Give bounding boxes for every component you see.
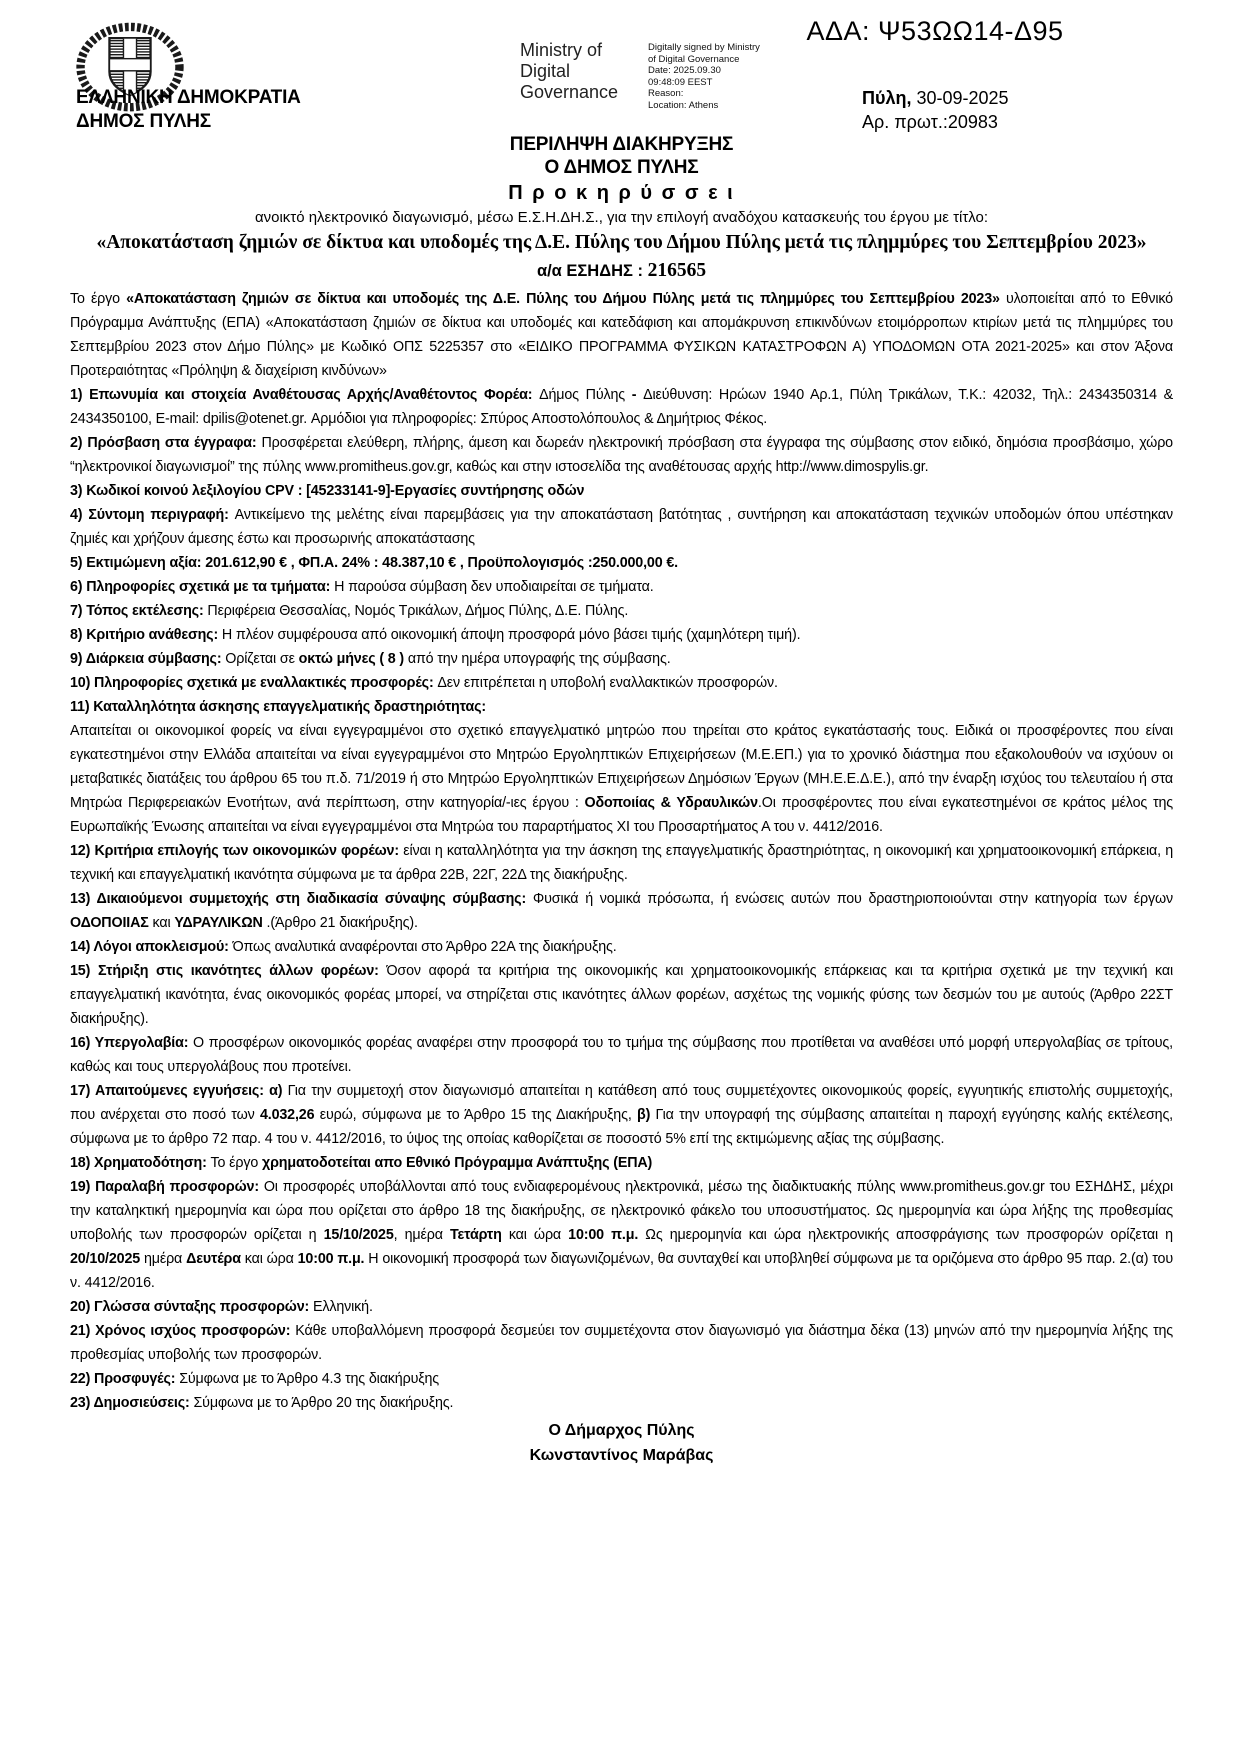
signature-signer: Ministry of Digital Governance bbox=[520, 40, 619, 102]
mayor-name: Κωνσταντίνος Μαράβας bbox=[529, 1447, 714, 1464]
place-date-line bbox=[862, 86, 1009, 110]
section-23-publications: 23) Δημοσιεύσεις: Σύμφωνα με το Άρθρο 20 της διακήρυξης. bbox=[70, 1395, 454, 1411]
mayor-title: Ο Δήμαρχος Πύλης bbox=[548, 1422, 695, 1439]
protocol-number: Αρ. πρωτ.:20983 bbox=[862, 112, 998, 132]
section-10-alternative-offers: 10) Πληροφορίες σχετικά με εναλλακτικές προσφορές: Δεν επιτρέπεται η υποβολή εναλλακτικών προσφορών. bbox=[70, 675, 778, 691]
section-21-offer-validity: 21) Χρόνος ισχύος προσφορών: Κάθε υποβαλλόμενη προσφορά δεσμεύει τον συμμετέχοντα στον διαγωνισμό για διάστημα δέκα (13) μηνών από την ημερομηνία λήξης της προθεσμίας υποβολής των προσφορών. bbox=[70, 1323, 1173, 1363]
doc-title: ΠΕΡΙΛΗΨΗ ΔΙΑΚΗΡΥΞΗΣ bbox=[509, 134, 734, 155]
tender-intro-line: ανοικτό ηλεκτρονικό διαγωνισμό, μέσω Ε.Σ.Η.ΔΗ.Σ., για την επιλογή αναδόχου κατασκευής του έργου με τίτλο: bbox=[254, 209, 989, 226]
section-22-appeals: 22) Προσφυγές: Σύμφωνα με το Άρθρο 4.3 της διακήρυξης bbox=[70, 1371, 440, 1387]
place-label: Πύλη, bbox=[862, 88, 912, 108]
paragraph-project-funding: Το έργο «Αποκατάσταση ζημιών σε δίκτυα και υποδομές της Δ.Ε. Πύλης του Δήμου Πύλης μετά τις πλημμύρες του Σεπτεμβρίου 2023» υλοποιείται από το Εθνικό Πρόγραμμα Ανάπτυξης (ΕΠΑ) «Αποκατάσταση ζημιών σε δίκτυα και υποδομές και κατεδάφιση και απομάκρυνση επικινδύνων ετοιμόρροπων κτιρίων μετά τις πλημμύρες του Σεπτεμβρίου 2023 στον Δήμο Πύλης» με Κωδικό ΟΠΣ 5225357 στο «ΕΙΔΙΚΟ ΠΡΟΓΡΑΜΜΑ ΦΥΣΙΚΩΝ ΚΑΤΑΣΤΡΟΦΩΝ Α) ΥΠΟΔΟΜΩΝ ΟΤΑ 2021-2025» και στον Άξονα Προτεραιότητας «Πρόληψη & διαχείριση κινδύνων» bbox=[70, 291, 1173, 379]
section-14-exclusion-grounds: 14) Λόγοι αποκλεισμού: Όπως αναλυτικά αναφέρονται στο Άρθρο 22Α της διακήρυξης. bbox=[70, 939, 617, 955]
section-13-eligible-participants: 13) Δικαιούμενοι συμμετοχής στη διαδικασία σύναψης σύμβασης: Φυσικά ή νομικά πρόσωπα, ή ενώσεις αυτών που δραστηριοποιούνται στην κατηγορία των έργων ΟΔΟΠΟΙΙΑΣ και ΥΔΡΑΥΛΙΚΩΝ .(Άρθρο 21 διακήρυξης). bbox=[70, 891, 1173, 931]
doc-issuer-title: Ο ΔΗΜΟΣ ΠΥΛΗΣ bbox=[544, 157, 699, 178]
section-16-subcontracting: 16) Υπεργολαβία: Ο προσφέρων οικονομικός φορέας αναφέρει στην προσφορά του το τμήμα της σύμβασης που προτίθεται να αναθέσει υπό μορφή υπεργολαβίας σε τρίτους, καθώς και τους υπεργολάβους που προτείνει. bbox=[70, 1035, 1173, 1075]
municipality-line: ΔΗΜΟΣ ΠΥΛΗΣ bbox=[76, 111, 211, 132]
republic-line: ΕΛΛΗΝΙΚΗ ΔΗΜΟΚΡΑΤΙΑ bbox=[76, 87, 301, 108]
document-body bbox=[70, 133, 1173, 1468]
section-3-cpv-codes: 3) Κωδικοί κοινού λεξιλογίου CPV : [45233141-9]-Εργασίες συντήρησης οδών bbox=[70, 483, 585, 499]
section-12-selection-criteria: 12) Κριτήρια επιλογής των οικονομικών φορέων: είναι η καταλληλότητα για την άσκηση της επαγγελματικής δραστηριότητας, η οικονομική και χρηματοοικονομική επάρκεια, η τεχνική και επαγγελματική ικανότητα σύμφωνα με τα άρθρα 22Β, 22Γ, 22Δ της διακήρυξης. bbox=[70, 843, 1173, 883]
document-header bbox=[0, 0, 1241, 133]
section-4-short-description: 4) Σύντομη περιγραφή: Αντικείμενο της μελέτης είναι παρεμβάσεις για την αποκατάσταση βατότητας , συντήρηση και αποκατάσταση τεχνικών υποδομών όπου υπέστηκαν ζημιές και χρήζουν άμεσης έστω και προσωρινής αποκατάστασης bbox=[70, 507, 1173, 547]
signature-detail-line: of Digital Governance bbox=[648, 53, 740, 65]
signature-details bbox=[648, 40, 760, 111]
signature-detail-line: 09:48:09 EEST bbox=[648, 76, 713, 88]
signature-detail-line: Location: Athens bbox=[648, 99, 719, 111]
ada-code: ΑΔΑ: Ψ53ΩΩ14-Δ95 bbox=[806, 16, 1064, 46]
issuing-authority bbox=[76, 86, 301, 134]
signature-block bbox=[70, 1418, 1173, 1468]
signature-detail-line: Digitally signed by Ministry bbox=[648, 42, 760, 53]
section-7-execution-place: 7) Τόπος εκτέλεσης: Περιφέρεια Θεσσαλίας, Νομός Τρικάλων, Δήμος Πύλης, Δ.Ε. Πύλης. bbox=[70, 603, 629, 619]
section-19-offer-submission: 19) Παραλαβή προσφορών: Οι προσφορές υποβάλλονται από τους ενδιαφερομένους ηλεκτρονικά, μέσω της διαδικτυακής πύλης www.promitheus.gov.gr του ΕΣΗΔΗΣ, μέχρι την καταληκτική ημερομηνία και ώρα που ορίζεται στο άρθρο 18 της διακήρυξης, σε ηλεκτρονικό φάκελο του υποσυστήματος. Ως ημερομηνία και ώρα λήξης της προθεσμίας υποβολής των προσφορών ορίζεται η 15/10/2025, ημέρα Τετάρτη και ώρα 10:00 π.μ. Ως ημερομηνία και ώρα ηλεκτρονικής αποσφράγισης των προσφορών ορίζεται η 20/10/2025 ημέρα Δευτέρα και ώρα 10:00 π.μ. Η οικονομική προσφορά των διαγωνιζομένων, θα συνταχθεί και υποβληθεί σύμφωνα με τα οριζόμενα στο άρθρο 95 παρ. 2.(α) του ν. 4412/2016. bbox=[70, 1179, 1173, 1291]
section-6-lots-info: 6) Πληροφορίες σχετικά με τα τμήματα: Η παρούσα σύμβαση δεν υποδιαιρείται σε τμήματα. bbox=[70, 579, 654, 595]
section-15-reliance-on-others: 15) Στήριξη στις ικανότητες άλλων φορέων: Όσον αφορά τα κριτήρια της οικονομικής και χρηματοοικονομικής επάρκειας και τα κριτήρια σχετικά με την τεχνική και επαγγελματική ικανότητα, ένας οικονομικός φορέας μπορεί, να στηρίζεται στις ικανότητες άλλων φορέων, ασχέτως της νομικής φύσης των δεσμών του με αυτούς (Άρθρο 22ΣΤ διακήρυξης). bbox=[70, 963, 1173, 1027]
doc-date: 30-09-2025 bbox=[911, 88, 1009, 108]
project-title: «Αποκατάσταση ζημιών σε δίκτυα και υποδομές της Δ.Ε. Πύλης του Δήμου Πύλης μετά τις πλημμύρες του Σεπτεμβρίου 2023» α/α ΕΣΗΔΗΣ : 216565 bbox=[96, 232, 1147, 281]
section-8-award-criterion: 8) Κριτήριο ανάθεσης: Η πλέον συμφέρουσα από οικονομική άποψη προσφορά μόνο βάσει τιμής (χαμηλότερη τιμή). bbox=[70, 627, 801, 643]
section-1-authority: 1) Επωνυμία και στοιχεία Αναθέτουσας Αρχής/Αναθέτοντος Φορέα: Δήμος Πύλης - Διεύθυνση: Ηρώων 1940 Αρ.1, Πύλη Τρικάλων, Τ.Κ.: 42032, Τηλ.: 2434350314 & 2434350100, E-mail: dpilis@otenet.gr. Αρμόδιοι για πληροφορίες: Σπύρος Αποστολόπουλος & Δημήτριος Φέκος. bbox=[70, 387, 1173, 427]
section-2-document-access: 2) Πρόσβαση στα έγγραφα: Προσφέρεται ελεύθερη, πλήρης, άμεση και δωρεάν ηλεκτρονική πρόσβαση στα έγγραφα της σύμβασης στον ειδικό, δημόσια προσβάσιμο, χώρο “ηλεκτρονικοί διαγωνισμοί” της πύλης www.promitheus.gov.gr, καθώς και στην ιστοσελίδα της αναθέτουσας αρχής http://www.dimospylis.gr. bbox=[70, 435, 1173, 475]
section-9-contract-duration: 9) Διάρκεια σύμβασης: Ορίζεται σε οκτώ μήνες ( 8 ) από την ημέρα υπογραφής της σύμβασης. bbox=[70, 651, 671, 667]
signature-detail-line: Date: 2025.09.30 bbox=[648, 65, 721, 76]
section-17-required-guarantees: 17) Απαιτούμενες εγγυήσεις: α) Για την συμμετοχή στον διαγωνισμό απαιτείται η κατάθεση από τους συμμετέχοντες οικονομικούς φορείς, εγγυητικής επιστολής συμμετοχής, που ανέρχεται στο ποσό των 4.032,26 ευρώ, σύμφωνα με το Άρθρο 15 της Διακήρυξης, β) Για την υπογραφή της σύμβασης απαιτείται η παροχή εγγύησης καλής εκτέλεσης, σύμφωνα με το άρθρο 72 παρ. 4 του ν. 4412/2016, το ύψος της οποίας καθορίζεται σε ποσοστό 5% επί της εκτιμώμενης αξίας της σύμβασης. bbox=[70, 1083, 1174, 1147]
place-date-block bbox=[862, 86, 1009, 134]
section-11-professional-suitability-heading: 11) Καταλληλότητα άσκησης επαγγελματικής δραστηριότητας: bbox=[70, 699, 486, 715]
section-11-professional-suitability-body: Απαιτείται οι οικονομικοί φορείς να είναι εγγεγραμμένοι στο σχετικό επαγγελματικό μητρώο που τηρείται στο κράτος εγκατάστασής τους. Ειδικά οι προσφέροντες που είναι εγκατεστημένοι στην Ελλάδα απαιτείται να είναι εγγεγραμμένοι στο Μητρώο Εργοληπτικών Επιχειρήσεων (Μ.Ε.ΕΠ.) για το χρονικό διάστημα που εξακολουθούν να ισχύουν οι μεταβατικές διατάξεις του άρθρου 65 του π.δ. 71/2019 ή στο Μητρώο Εργοληπτικών Επιχειρήσεων Δημόσιων Έργων (ΜΗ.Ε.Ε.Δ.Ε.), από την έναρξη ισχύος του τελευταίου ή στα Μητρώα Περιφερειακών Ενοτήτων, ανά περίπτωση, στην κατηγορία/-ιες έργου : Οδοποιίας & Υδραυλικών.Οι προσφέροντες που είναι εγκατεστημένοι σε κράτος μέλος της Ευρωπαϊκής Ένωσης απαιτείται να είναι εγγεγραμμένοι στα Μητρώα του παραρτήματος ΧΙ του Προσαρτήματος Α του ν. 4412/2016. bbox=[70, 723, 1173, 835]
proclaims-line: Π ρ ο κ η ρ ύ σ σ ε ι bbox=[508, 182, 735, 204]
section-5-estimated-value: 5) Εκτιμώμενη αξία: 201.612,90 € , ΦΠ.Α. 24% : 48.387,10 € , Προϋπολογισμός :250.000,00 €. bbox=[70, 555, 678, 571]
section-18-funding: 18) Χρηματοδότηση: Το έργο χρηματοδοτείται απο Εθνικό Πρόγραμμα Ανάπτυξης (ΕΠΑ) bbox=[70, 1155, 653, 1171]
section-20-offer-language: 20) Γλώσσα σύνταξης προσφορών: Ελληνική. bbox=[70, 1299, 373, 1315]
digital-signature-stamp bbox=[520, 40, 760, 111]
signature-detail-line: Reason: bbox=[648, 88, 684, 99]
